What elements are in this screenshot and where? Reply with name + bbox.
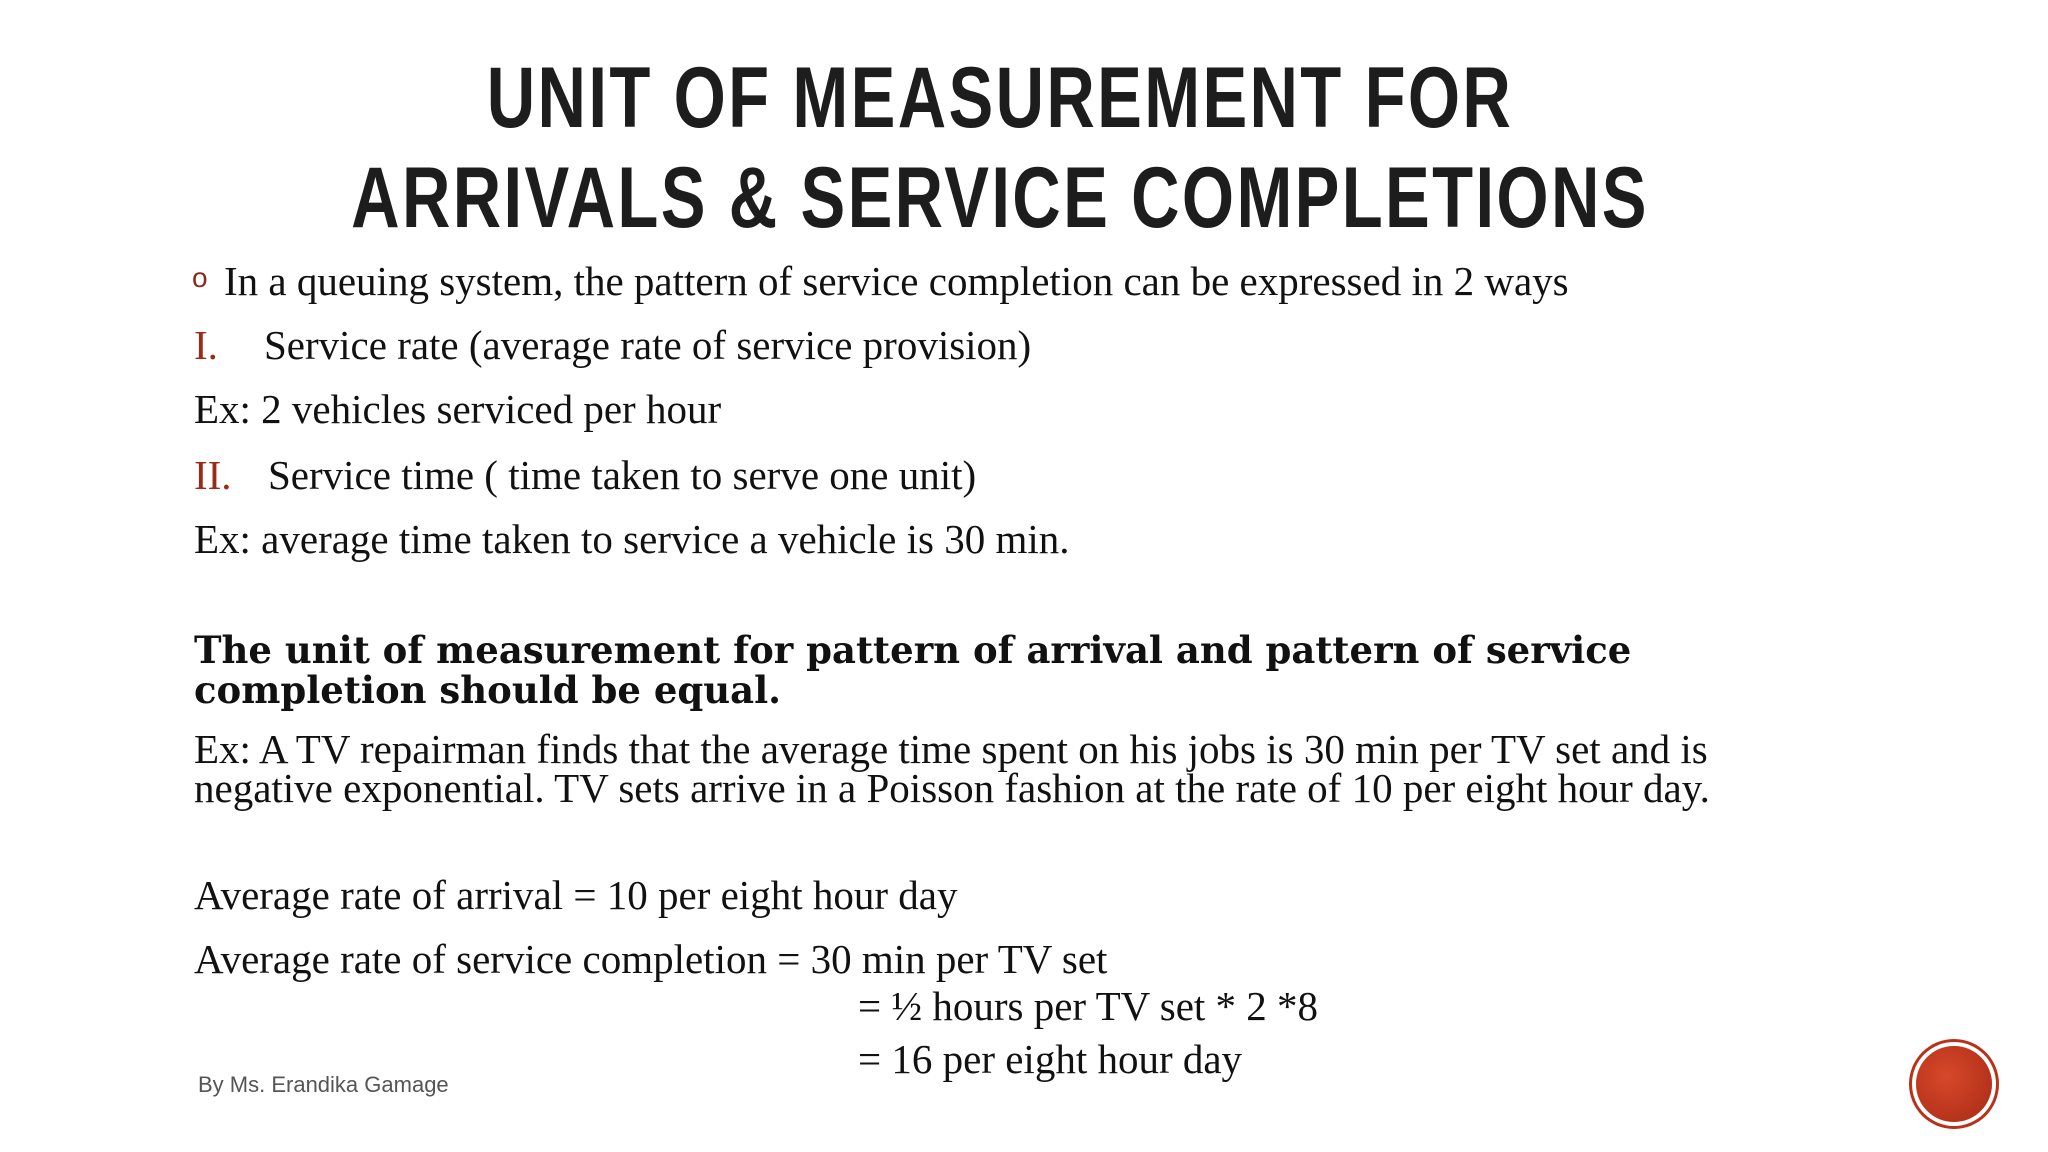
service-rate-line1: Average rate of service completion = 30 min per TV set [194,936,1108,982]
item2-text: Service time ( time taken to serve one unit) [268,452,977,498]
item1-text: Service rate (average rate of service provision) [264,322,1032,368]
example-paragraph: Ex: A TV repairman finds that the average time spent on his jobs is 30 min per TV set and is negative exponential. TV sets arrive in a Poisson fashion at the rate of 10 per eight hour day. [194,726,1710,811]
slide-nav-button[interactable] [1916,1046,1992,1122]
bold-statement: The unit of measurement for pattern of arrival and pattern of service completion should be equal. [194,628,1632,712]
author-footer: By Ms. Erandika Gamage [198,1072,449,1097]
service-rate-line3: = 16 per eight hour day [858,1036,1243,1082]
example1-text: Ex: 2 vehicles serviced per hour [194,386,722,432]
bullet-circle-icon: o [192,262,208,293]
item1-number: I. [194,322,218,368]
intro-text: In a queuing system, the pattern of service completion can be expressed in 2 ways [224,258,1569,304]
example2-text: Ex: average time taken to service a vehicle is 30 min. [194,516,1070,562]
service-rate-line2: = ½ hours per TV set * 2 *8 [858,983,1319,1029]
item2-number: II. [194,452,232,498]
slide-title: UNIT OF MEASUREMENT FOR ARRIVALS & SERVICE COMPLETIONS [351,50,1649,246]
arrival-rate-text: Average rate of arrival = 10 per eight hour day [194,872,958,918]
